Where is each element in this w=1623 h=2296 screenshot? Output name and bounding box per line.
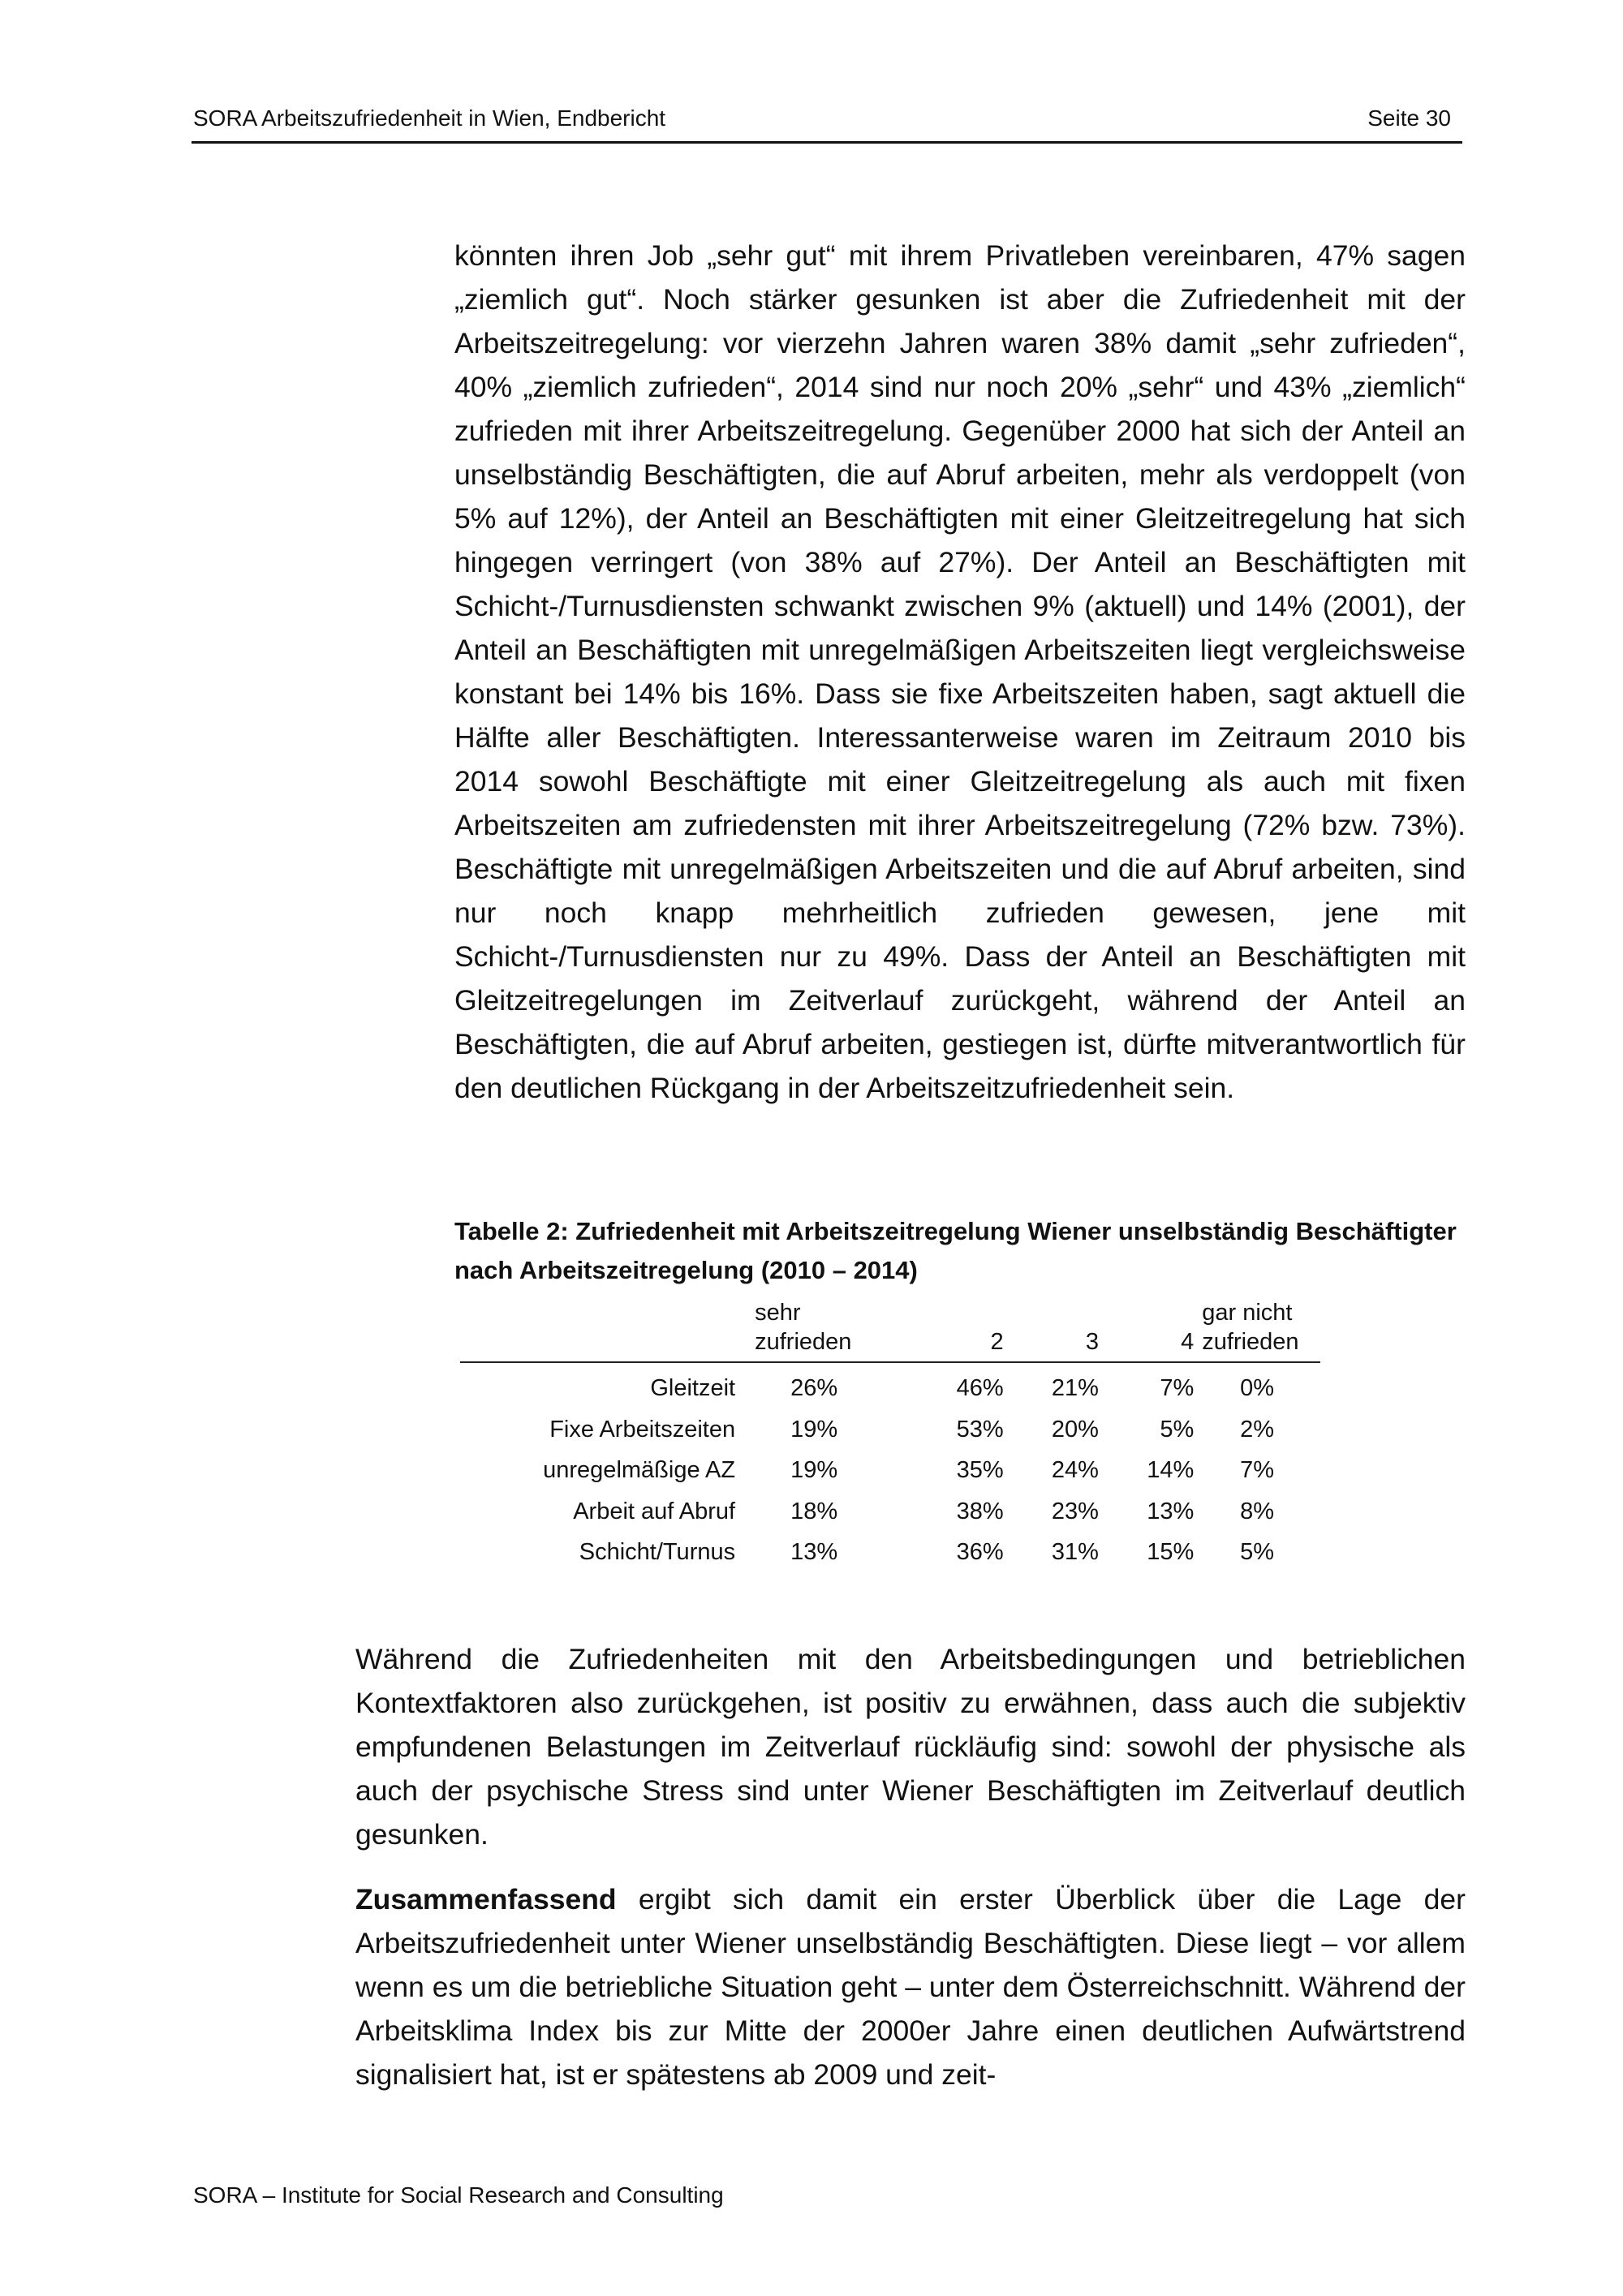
paragraph-arbeitszeit: könnten ihren Job „sehr gut“ mit ihrem Privatleben vereinbaren, 47% sagen „ziemlich gut“. Noch stärker gesunken ist aber die Zufriedenheit mit der Arbeitszeitregelung: vor vierzehn Jahren waren 38% damit „sehr zufrieden“, 40% „ziemlich zufrieden“, 2014 sind nur noch 20% „sehr“ und 43% „ziemlich“ zufrieden mit ihrer Arbeitszeitregelung. Gegenüber 2000 hat sich der Anteil an unselbständig Beschäftigten, die auf Abruf arbeiten, mehr als verdoppelt (von 5% auf 12%), der Anteil an Beschäftigten mit einer Gleitzeitregelung hat sich hingegen verringert (von 38% auf 27%). Der Anteil an Beschäftigten mit Schicht-/Turnusdiensten schwankt zwischen 9% (aktuell) und 14% (2001), der Anteil an Beschäftigten mit unregelmäßigen Arbeitszeiten liegt vergleichsweise konstant bei 14% bis 16%. Dass sie fixe Arbeitszeiten haben, sagt aktuell die Hälfte aller Beschäftigten. Interessanterweise waren im Zeitraum 2010 bis 2014 sowohl Beschäftigte mit einer Gleitzeitregelung als auch mit fixen Arbeitszeiten am zufriedensten mit ihrer Arbeitszeitregelung (72% bzw. 73%). Beschäftigte mit unregelmäßigen Arbeitszeiten und die auf Abruf arbeiten, sind nur noch knapp mehrheitlich zufrieden gewesen, jene mit Schicht-/Turnusdiensten nur zu 49%. Dass der Anteil an Beschäftigten mit Gleitzeitregelungen im Zeitverlauf zurückgeht, während der Anteil an Beschäftigten, die auf Abruf arbeiten, gestiegen ist, dürfte mitverantwortlich für den deutlichen Rückgang in der Arbeitszeitzufriedenheit sein.: [454, 239, 1466, 1104]
summary-text: ergibt sich damit ein erster Überblick über die Lage der Arbeitszufriedenheit unter Wiener unselbständig Beschäftigten. Diese liegt – vor allem wenn es um die betriebliche Situation geht – unter dem Österreichschnitt. Während der Arbeitsklima Index bis zur Mitte der 2000er Jahre einen deutlichen Aufwärtstrend signalisiert hat, ist er spätestens ab 2009 und zeit-: [355, 1883, 1466, 2091]
body-section-stress: [355, 1637, 1466, 1856]
table-row: [460, 1450, 1320, 1491]
cell: 46%: [956, 1375, 1004, 1402]
cell: 15%: [1147, 1539, 1195, 1566]
cell: 19%: [790, 1416, 838, 1443]
row-label: Fixe Arbeitszeiten: [549, 1416, 736, 1443]
cell: 0%: [1240, 1375, 1275, 1402]
table-row: [460, 1532, 1320, 1573]
row-label: Schicht/Turnus: [579, 1539, 736, 1566]
cell: 7%: [1160, 1375, 1195, 1402]
cell: 5%: [1160, 1416, 1195, 1443]
cell: 18%: [790, 1498, 838, 1524]
paragraph-stress: Während die Zufriedenheiten mit den Arbeitsbedingungen und betrieblichen Kontextfaktoren also zurückgehen, ist positiv zu erwähnen, dass auch die subjektiv empfundenen Belastungen im Zeitverlauf rückläufig sind: sowohl der physische als auch der psychische Stress sind unter Wiener Beschäftigten im Zeitverlauf deutlich gesunken.: [355, 1643, 1466, 1851]
table-header-col-2: 2: [893, 1298, 1003, 1362]
page-footer: SORA – Institute for Social Research and Consulting: [193, 2182, 724, 2208]
body-section-summary: [355, 1877, 1466, 2096]
body-section-indented: [454, 234, 1466, 1110]
table-row: [460, 1362, 1320, 1409]
paragraph-summary: [355, 1877, 1466, 2096]
cell: 2%: [1240, 1416, 1275, 1443]
row-label: Arbeit auf Abruf: [573, 1498, 736, 1524]
table-header-col-3: 3: [1004, 1298, 1099, 1362]
cell: 21%: [1051, 1375, 1099, 1402]
cell: 38%: [956, 1498, 1004, 1524]
cell: 20%: [1051, 1416, 1099, 1443]
table-header-row: [460, 1298, 1320, 1362]
cell: 8%: [1240, 1498, 1275, 1524]
page-number: Seite 30: [1367, 105, 1451, 131]
document-title: SORA Arbeitszufriedenheit in Wien, Endbericht: [193, 105, 666, 131]
table-row: [460, 1409, 1320, 1451]
satisfaction-table: [460, 1298, 1320, 1573]
summary-lead-bold: Zusammenfassend: [355, 1883, 617, 1915]
cell: 23%: [1051, 1498, 1099, 1524]
cell: 26%: [790, 1375, 838, 1402]
cell: 7%: [1240, 1457, 1275, 1484]
table-header-col-1: sehr zufrieden: [735, 1298, 893, 1362]
cell: 5%: [1240, 1539, 1275, 1566]
row-label: Gleitzeit: [650, 1375, 736, 1402]
table-header-col-4: 4: [1099, 1298, 1194, 1362]
cell: 24%: [1051, 1457, 1099, 1484]
cell: 36%: [956, 1539, 1004, 1566]
cell: 31%: [1051, 1539, 1099, 1566]
table-caption: Tabelle 2: Zufriedenheit mit Arbeitszeitregelung Wiener unselbständig Beschäftigter nach Arbeitszeitregelung (2010 – 2014): [454, 1217, 1457, 1284]
cell: 13%: [1147, 1498, 1195, 1524]
table-header-empty: [460, 1298, 735, 1362]
cell: 35%: [956, 1457, 1004, 1484]
cell: 14%: [1147, 1457, 1195, 1484]
table-header-col-5: gar nicht zufrieden: [1194, 1298, 1320, 1362]
page-header: [192, 102, 1462, 144]
cell: 13%: [790, 1539, 838, 1566]
cell: 19%: [790, 1457, 838, 1484]
row-label: unregelmäßige AZ: [543, 1457, 736, 1484]
cell: 53%: [956, 1416, 1004, 1443]
table-row: [460, 1491, 1320, 1533]
